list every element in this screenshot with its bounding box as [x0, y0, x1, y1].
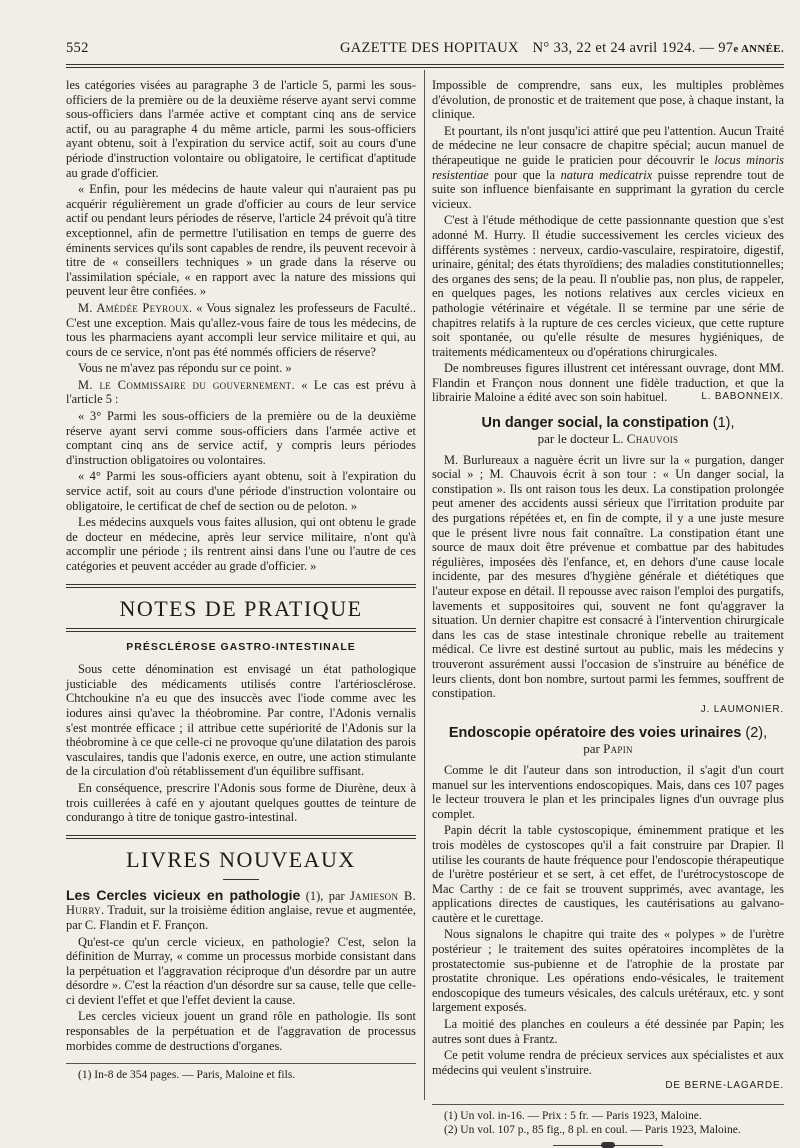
footnote-rule: [432, 1104, 784, 1105]
footnote-rule: [66, 1063, 416, 1064]
paragraph-peyroux: M. Amédée Peyroux. « Vous signalez les professeurs de Faculté.. C'est une exception. Mais qu'allez-vous faire de tous les médecins, de tous les pharmaciens ayant accompli leur service militaire et qui, au cours de ce service, n'ont pas été nommés officiers de réserve?: [66, 300, 416, 359]
footnote: (1) In-8 de 354 pages. — Paris, Maloine et fils.: [78, 1069, 296, 1082]
signature-laumonier: J. LAUMONIER.: [700, 703, 784, 715]
paragraph-with-signature: De nombreuses figures illustrent cet intéressant ouvrage, dont MM. Flandin et Françon nous donnent une fidèle traduction, et que la librairie Maloine a édité avec son soin habituel. L. BABONNEIX.: [432, 361, 784, 405]
journal-title: GAZETTE DES HOPITAUX: [340, 40, 519, 56]
left-column: [66, 78, 416, 1082]
paragraph-commissaire: M. le Commissaire du gouvernement. « Le cas est prévu à l'article 5 :: [66, 377, 416, 407]
paragraph: Nous signalons le chapitre qui traite des « polypes » de l'urètre postérieur ; le traitement des suites opératoires incomplètes de la prostatectomie sus-pubienne et de l'atrophie de la prostate par prostatite chronique. Les opérations endo-vésicales, le traitement endoscopique des tumeurs vésicales, des calculs urétéraux, etc. y sont largement exposés.: [432, 927, 784, 1015]
article-title-constipation: Un danger social, la constipation (1),: [481, 415, 735, 432]
footnote: (2) Un vol. 107 p., 85 fig., 8 pl. en coul. — Paris 1923, Maloine.: [444, 1124, 741, 1136]
paragraph: M. Burlureaux a naguère écrit un livre sur la « purgation, danger social » ; M. Chauvois écrit à son tour : « Un danger social, la constipation ». Ils ont raison tous les deux. La constipation prolongée peut amener des accidents aussi sérieux que l'irritation produite par des purgations répétées et, en fin de compte, il y a une juste mesure que le présent livre nous fait connaître. La constipation étant une source de maux doit être prévenue et combattue par des habitudes régulières, imposées dès l'enfance, et, en dehors d'une cause locale incidente, par des mesures d'hygiène générale et diététiques que l'auteur expose en détail. Il repousse avec raison l'emploi des purgatifs, lavements et suppositoires qui, souvent ne font qu'aggraver la situation. Un dernier chapitre est consacré à l'intervention chirurgicale dans les cas de stase intestinale chronique rebelle au traitement médical. Ce livre est destiné surtout au public, mais les médecins y trouveront assurément aussi l'occasion de s'instruire au bénéfice de leurs clients, dont bon nombre, surtout parmi les femmes, souffrent de constipation.: [432, 452, 784, 701]
section-title-livres: LIVRES NOUVEAUX: [126, 846, 356, 872]
paragraph: les catégories visées au paragraphe 3 de l'article 5, parmi les sous-officiers de la première ou de la deuxième réserve ayant servi comme sous-officiers dans l'armée active et comptant cinq ans de service actif, ou au paragraphe 4 du même article, parmi les sous-officiers ayant obtenu, soit à l'expiration du service actif, soit au cours d'une période d'instruction volontaire ou obligatoire, le certificat d'aptitude au grade d'officier.: [66, 78, 416, 180]
paragraph: En conséquence, prescrire l'Adonis sous forme de Diurène, deux à trois cuillerées à café en y ajoutant quelques gouttes de teinture de condurango à titre de tonique gastro-intestinal.: [66, 780, 416, 825]
article-byline: par Papin: [583, 741, 633, 757]
paragraph: Les médecins auxquels vous faites allusion, qui ont obtenu le grade de docteur en médecine, après leur service militaire, n'ont qu'à accomplir une période ; ils rentrent ainsi dans l'une ou l'autre de ces catégories et peuvent accéder au grade d'officier. »: [66, 515, 416, 573]
paragraph: Les cercles vicieux jouent un grand rôle en pathologie. Ils sont responsables de la perpétuation et de l'aggravation de processus morbides comme de destructions d'organes.: [66, 1009, 416, 1053]
page-number: 552: [66, 40, 89, 56]
paragraph: Ce petit volume rendra de précieux services aux spécialistes et aux médecins qui veulent s'instruire.: [432, 1048, 784, 1077]
right-column: [432, 78, 784, 1146]
paragraph: La moitié des planches en couleurs a été dessinée par Papin; les autres sont dues à Frantz.: [432, 1017, 784, 1046]
book-title-cercles: Les Cercles vicieux en pathologie (1), par Jamieson B. Hurry. Traduit, sur la troisième édition anglaise, revue et augmentée, par C. Flandin et F. Françon.: [66, 886, 416, 932]
page-header: [66, 40, 784, 62]
paragraph: « Enfin, pour les médecins de haute valeur qui n'auraient pas pu acquérir régulièrement un grade d'officier au cours de leur service actif ou pendant leurs périodes de réserve, l'article 24 prévoit qu'à titre exceptionnel, afin de permettre l'utilisation en temps de guerre des éminents services qu'ils sont capables de rendre, ils peuvent recevoir à titre de « conseillers techniques » un grade dans la réserve ou l'assimilation spéciale, « en rapport avec la nature des missions qui peuvent leur être confiées. »: [66, 182, 416, 299]
section-title-notes: NOTES DE PRATIQUE: [119, 595, 363, 621]
article-byline: par le docteur L. Chauvois: [537, 431, 679, 447]
article-title-endoscopie: Endoscopie opératoire des voies urinaires (2),: [448, 725, 768, 742]
paragraph: Qu'est-ce qu'un cercle vicieux, en pathologie? C'est, selon la définition de Murray, « comme un processus morbide consistant dans la perpétuation et l'aggravation réciproque d'un désordre par un autre désordre ». C'est la réaction d'un désordre sur sa cause, telle que celle-ci devient l'effet et que l'effet devient la cause.: [66, 934, 416, 1007]
signature-berne-lagarde: DE BERNE-LAGARDE.: [665, 1080, 784, 1092]
paragraph: « 3° Parmi les sous-officiers de la première ou de la deuxième réserve ayant servi comme sous-officiers dans l'armée active et comptant cinq ans de service actif, y compris leurs périodes d'instruction obligatoires ou volontaires.: [66, 409, 416, 467]
article-title-presclerose: PRÉSCLÉROSE GASTRO-INTESTINALE: [126, 640, 356, 653]
paragraph: Impossible de comprendre, sans eux, les multiples problèmes d'évolution, de pronostic et de traitement que pose, à chaque instant, la clinique.: [432, 78, 784, 122]
end-ornament: [553, 1145, 663, 1146]
header-rule: [66, 64, 784, 65]
paragraph: Vous ne m'avez pas répondu sur ce point. »: [78, 361, 292, 376]
footnote: (1) Un vol. in-16. — Prix : 5 fr. — Paris 1923, Maloine.: [444, 1110, 702, 1122]
column-divider: [424, 70, 425, 1100]
section-divider: [66, 628, 416, 632]
paragraph: Papin décrit la table cystoscopique, éminemment pratique et les trois modèles de cystoscopes qu'il a fait construire par Drapier. Il utilise les courants de haute fréquence pour l'endoscopie thérapeutique de l'urètre postérieur et se sert, à cet effet, de l'urétrocystoscope de Mac Carthy : de ce fait se trouvent supprimés, avec avantage, les applications directes de caustiques, les cautérisations au galvano-cautère et le curettage.: [432, 823, 784, 925]
paragraph-cercles-4: Et pourtant, ils n'ont jusqu'ici attiré que peu l'attention. Aucun Traité de médecine ne leur consacre de chapitre spécial; aucun manuel de thérapeutique ne guide le praticien pour découvrir le locus minoris resistentiae pour que la natura medicatrix puisse reprendre tout de suite son influence bienfaisante en supprimant la gyration du cercle vicieux.: [432, 123, 784, 211]
section-divider: [66, 835, 416, 839]
issue-date: N° 33, 22 et 24 avril 1924. — 97e ANNÉE.: [532, 40, 784, 56]
paragraph: « 4° Parmi les sous-officiers ayant obtenu, soit à l'expiration du service actif, soit au cours d'une période d'instruction volontaire ou obligatoire, le certificat de chef de section ou de peloton. »: [66, 469, 416, 513]
paragraph: Sous cette dénomination est envisagé un état pathologique justiciable des médicaments utilisés contre l'artériosclérose. Chtchoukine n'a eu que des insuccès avec l'iode comme avec les iodures ainsi qu'avec la théobromine. Par contre, l'Adonis vernalis s'est montrée efficace ; il attribue cette supériorité de l'Adonis sur la théobromine à ce que celle-ci ne provoque qu'une dilatation des parois vasculaires, tandis que l'adonis exerce, en outre, une action stimulante de la circulation d'où rétablissement d'un équilibre suffisant.: [66, 662, 416, 779]
paragraph: C'est à l'étude méthodique de cette passionnante question que s'est adonné M. Hurry. Il étudie successivement les cercles vicieux des différents systèmes : nerveux, cardio-vasculaire, respiratoire, digestif, urinaire, génital; des états thyroïdiens; des maladies constitutionnelles; des organes des sens; de la peau. Il n'oublie pas, non plus, de rappeler, en quelques pages, les notions relatives aux cercles vicieux en pathologie vétérinaire et végétale. Il se termine par une série de chapitres relatifs à la rupture de ces cercles vicieux, que cette rupture soit spontanée, ou qu'elle résulte de mesures hygiéniques, de traitements médicamenteux ou d'opérations chirurgicales.: [432, 213, 784, 359]
section-divider: [66, 584, 416, 588]
header-rule-double: [66, 67, 784, 68]
signature-babonneix: L. BABONNEIX.: [701, 391, 784, 403]
paragraph: Comme le dit l'auteur dans son introduction, il s'agit d'un court manuel sur les interventions endoscopiques. Mais, dans ces 107 pages le lecteur trouvera le plan et les principales lignes d'un ouvrage plus complet.: [432, 762, 784, 821]
short-rule: [223, 879, 259, 880]
